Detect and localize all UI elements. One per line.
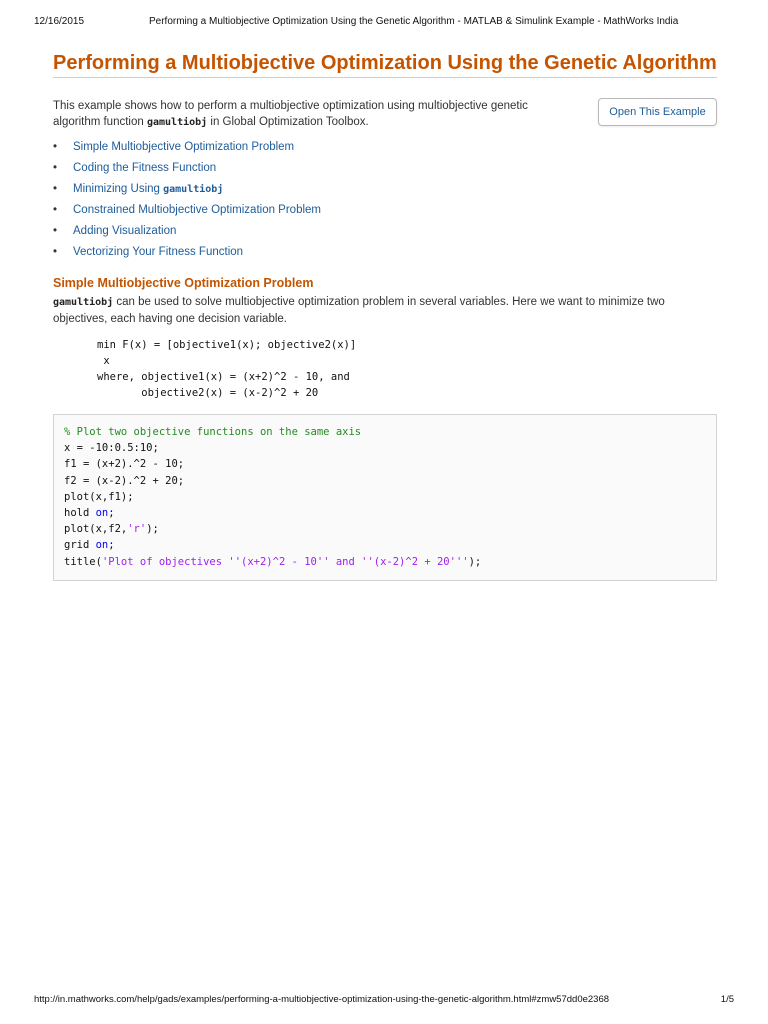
code-line: f2 = (x-2).^2 + 20; <box>64 474 185 487</box>
code-line: f1 = (x+2).^2 - 10; <box>64 458 185 471</box>
code-line: plot(x,f2,'r'); <box>64 523 159 536</box>
math-line: min F(x) = [objective1(x); objective2(x)] <box>97 339 357 351</box>
toc-item <box>53 160 717 181</box>
toc-link-fitness-function[interactable]: Coding the Fitness Function <box>73 162 217 174</box>
toc-item <box>53 139 717 160</box>
math-line: objective2(x) = (x-2)^2 + 20 <box>97 387 319 399</box>
print-url: http://in.mathworks.com/help/gads/examples/performing-a-multiobjective-optimization-using-the-genetic-algorithm.html#zmw57dd0e2368 <box>34 994 610 1005</box>
toc-item <box>53 181 717 202</box>
page-number: 1/5 <box>720 994 734 1005</box>
print-doc-title: Performing a Multiobjective Optimization Using the Genetic Algorithm - MATLAB & Simulink Example - MathWorks India <box>149 16 679 27</box>
toc-link-simple-problem[interactable]: Simple Multiobjective Optimization Problem <box>73 141 295 153</box>
page-title: Performing a Multiobjective Optimization Using the Genetic Algorithm <box>53 52 717 78</box>
bullet-icon: • <box>53 225 58 237</box>
print-date: 12/16/2015 <box>34 16 85 27</box>
code-line: title('Plot of objectives ''(x+2)^2 - 10'' and ''(x-2)^2 + 20'''); <box>64 555 482 568</box>
code-line: hold on; <box>64 507 115 520</box>
bullet-icon: • <box>53 162 58 174</box>
table-of-contents <box>53 139 717 265</box>
math-line: where, objective1(x) = (x+2)^2 - 10, and <box>97 371 350 383</box>
intro-paragraph <box>53 98 573 131</box>
toc-link-constrained[interactable]: Constrained Multiobjective Optimization Problem <box>73 204 321 216</box>
math-formulation <box>97 337 717 401</box>
main-content <box>53 52 717 581</box>
section-heading: Simple Multiobjective Optimization Problem <box>53 276 314 290</box>
code-block[interactable] <box>53 414 717 581</box>
toc-link-vectorizing[interactable]: Vectorizing Your Fitness Function <box>73 246 244 258</box>
code-line: % Plot two objective functions on the same axis <box>64 426 362 438</box>
bullet-icon: • <box>53 246 58 258</box>
toc-link-visualization[interactable]: Adding Visualization <box>73 225 177 237</box>
toc-item <box>53 223 717 244</box>
para-function-code: gamultiobj <box>53 297 114 308</box>
bullet-icon: • <box>53 204 58 216</box>
open-this-example-button[interactable]: Open This Example <box>598 98 717 126</box>
bullet-icon: • <box>53 141 58 153</box>
toc-link-minimizing[interactable]: Minimizing Using gamultiobj <box>73 183 224 195</box>
para-text: can be used to solve multiobjective optimization problem in several variables. Here we want to minimize two objectives, each having one decision variable. <box>53 296 665 325</box>
intro-text-after: in Global Optimization Toolbox. <box>207 116 369 128</box>
bullet-icon: • <box>53 183 58 195</box>
toc-item <box>53 244 717 265</box>
math-line: x <box>97 355 110 367</box>
code-line: plot(x,f1); <box>64 490 134 503</box>
code-line: x = -10:0.5:10; <box>64 442 159 455</box>
intro-text-before: This example shows how to perform a multiobjective optimization using multiobjective genetic algorithm function <box>53 100 528 128</box>
section-paragraph <box>53 294 717 327</box>
intro-row <box>53 98 717 131</box>
code-line: grid on; <box>64 539 115 552</box>
intro-function-code: gamultiobj <box>146 117 208 128</box>
toc-item <box>53 202 717 223</box>
